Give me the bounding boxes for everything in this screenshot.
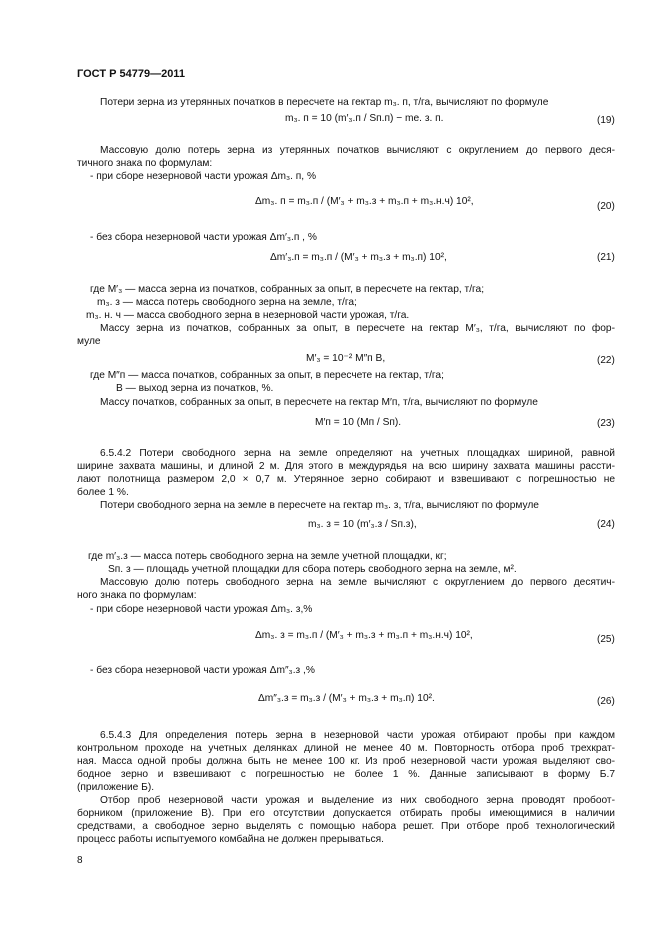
- paragraph: Потери зерна из утерянных початков в пересчете на гектар m₃. п, т/га, вычисляют по формуле: [100, 97, 549, 108]
- paragraph: - без сбора незерновой части урожая Δm′₃.п , %: [90, 232, 317, 243]
- definition: B — выход зерна из початков, %.: [116, 383, 274, 394]
- equation-25: Δm₃. з = m₃.п / (M′₃ + m₃.з + m₃.п + m₃.н.ч) 10²,: [255, 630, 473, 641]
- page-number: 8: [77, 855, 83, 866]
- paragraph: 6.5.4.2 Потери свободного зерна на земле определяют на учетных площадках шириной, равной: [100, 448, 615, 459]
- paragraph: средствами, а свободное зерно выделять с помощью набора решет. При отборе проб технологический: [77, 821, 615, 832]
- paragraph: бодное зерно и взвешивают с погрешностью не более 1 %. Данные записывают в форму Б.7: [77, 769, 615, 780]
- paragraph: ного знака по формулам:: [77, 590, 197, 601]
- equation-24: m₃. з = 10 (m′₃.з / Sп.з),: [308, 519, 417, 530]
- paragraph: Массовую долю потерь свободного зерна на земле вычисляют с округлением до первого десятич-: [100, 577, 615, 588]
- definition: m₃. н. ч — масса свободного зерна в незерновой части урожая, т/га.: [86, 310, 410, 321]
- paragraph: 6.5.4.3 Для определения потерь зерна в незерновой части урожая отбирают пробы при каждом: [100, 730, 615, 741]
- paragraph: ная. Масса одной пробы должна быть не менее 100 кг. Из проб незерновой части урожая выделяют сво-: [77, 756, 615, 767]
- paragraph: (приложение Б).: [77, 782, 155, 793]
- equation-number: (19): [597, 115, 615, 126]
- equation-21: Δm′₃.п = m₃.п / (M′₃ + m₃.з + m₃.п) 10²,: [270, 252, 447, 263]
- paragraph: Массу початков, собранных за опыт, в пересчете на гектар M′п, т/га, вычисляют по формуле: [100, 397, 538, 408]
- equation-22: M′₃ = 10⁻² M″п B,: [306, 353, 386, 364]
- definition: где M″п — масса початков, собранных за опыт, в пересчете на гектар, т/га;: [90, 370, 444, 381]
- equation-20: Δm₃. п = m₃.п / (M′₃ + m₃.з + m₃.п + m₃.н.ч) 10²,: [255, 196, 474, 207]
- definition: где m′₃.з — масса потерь свободного зерна на земле учетной площадки, кг;: [88, 551, 447, 562]
- paragraph: лают полотнища размером 2,0 × 0,7 м. Утерянное зерно собирают и взвешивают с погрешностью не: [77, 474, 615, 485]
- paragraph: Отбор проб незерновой части урожая и выделение из них свободного зерна проводят пробоот-: [100, 795, 615, 806]
- paragraph: Потери свободного зерна на земле в пересчете на гектар m₃. з, т/га, вычисляют по формуле: [100, 500, 539, 511]
- equation-number: (20): [597, 201, 615, 212]
- equation-26: Δm″₃.з = m₃.з / (M′₃ + m₃.з + m₃.п) 10².: [258, 693, 435, 704]
- equation-number: (26): [597, 696, 615, 707]
- definition: Sп. з — площадь учетной площадки для сбора потерь свободного зерна на земле, м².: [108, 564, 517, 575]
- paragraph: - без сбора незерновой части урожая Δm″₃.з ,%: [90, 665, 315, 676]
- equation-23: M′п = 10 (Mп / Sп).: [315, 417, 402, 428]
- definition: где M′₃ — масса зерна из початков, собранных за опыт, в пересчете на гектар, т/га;: [90, 284, 485, 295]
- paragraph: - при сборе незерновой части урожая Δm₃. з,%: [90, 604, 313, 615]
- paragraph: тичного знака по формулам:: [77, 158, 213, 169]
- paragraph: контрольном проходе на учетных делянках длиной не менее 40 м. Повторность отбора проб трехкрат-: [77, 743, 615, 754]
- paragraph: Массовую долю потерь зерна из утерянных початков вычисляют с округлением до первого деся-: [100, 145, 615, 156]
- paragraph: борником (приложение В). При его отсутствии допускается отбирать пробы имеющимися в наличии: [77, 808, 615, 819]
- equation-number: (25): [597, 634, 615, 645]
- page-header: ГОСТ Р 54779—2011: [77, 68, 185, 80]
- definition: m₃. з — масса потерь свободного зерна на земле, т/га;: [97, 297, 357, 308]
- paragraph: процесс работы испытуемого комбайна не должен прерываться.: [77, 834, 384, 845]
- equation-number: (21): [597, 252, 615, 263]
- equation-number: (24): [597, 519, 615, 530]
- paragraph: ширине захвата машины, и длиной 2 м. Для этого в междурядья на всю ширину захвата машины рассти-: [77, 461, 615, 472]
- paragraph: муле: [77, 336, 101, 347]
- paragraph: более 1 %.: [77, 487, 129, 498]
- equation-number: (23): [597, 418, 615, 429]
- equation-number: (22): [597, 355, 615, 366]
- paragraph: Массу зерна из початков, собранных за опыт, в пересчете на гектар M′₃, т/га, вычисляют по фор-: [100, 323, 615, 334]
- equation-19: m₃. п = 10 (m′₃.п / Sп.п) − mе. з. п.: [285, 113, 444, 124]
- paragraph: - при сборе незерновой части урожая Δm₃. п, %: [90, 171, 317, 182]
